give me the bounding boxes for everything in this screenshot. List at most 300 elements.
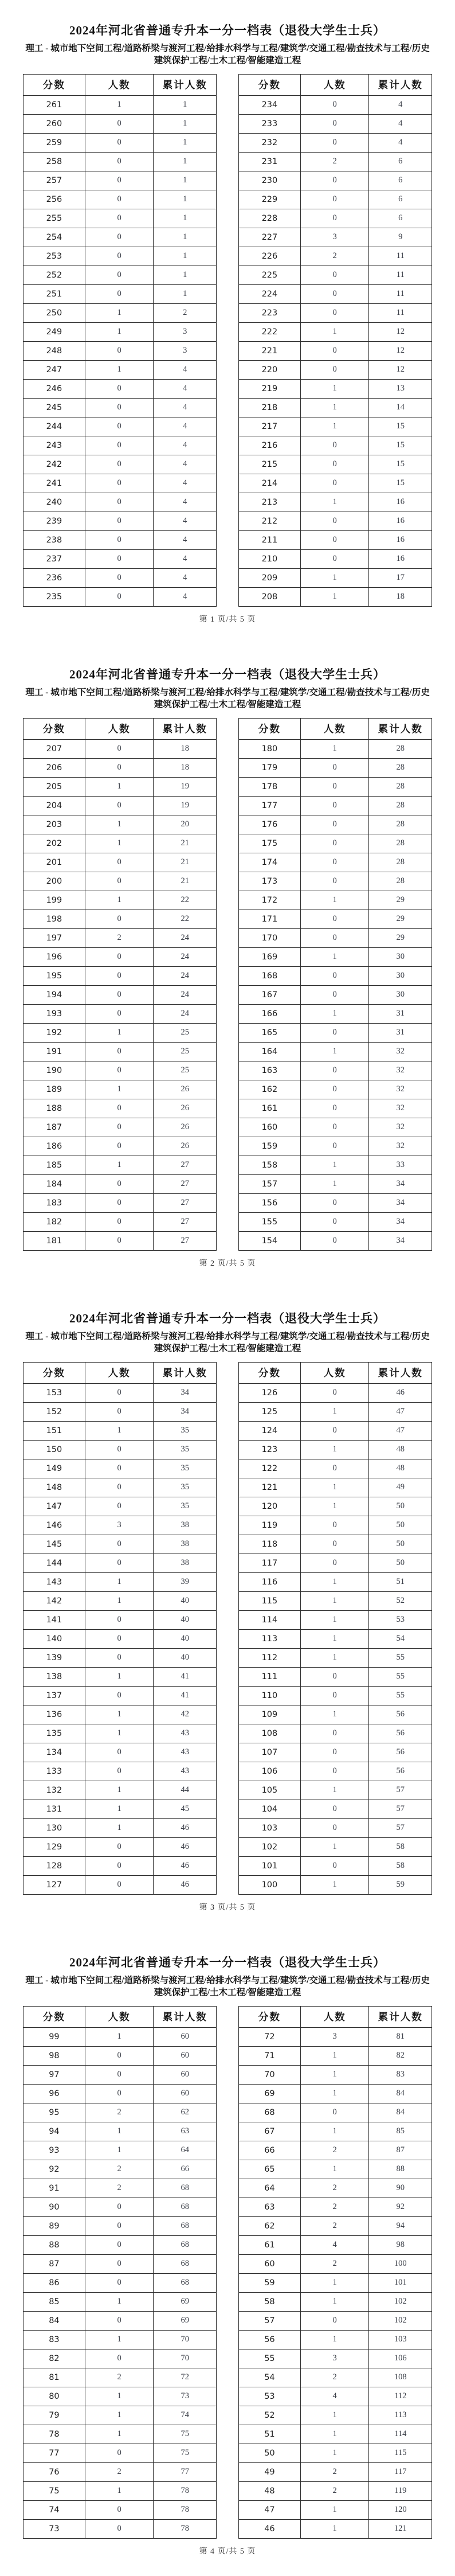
score-cell: 74 bbox=[23, 2500, 85, 2519]
table-row bbox=[23, 2462, 217, 2481]
cumulative-cell: 4 bbox=[154, 417, 217, 436]
count-cell: 1 bbox=[300, 1648, 369, 1667]
table-row bbox=[23, 1724, 217, 1743]
table-row bbox=[239, 303, 432, 322]
table-row bbox=[239, 2084, 432, 2103]
cumulative-cell: 26 bbox=[154, 1137, 217, 1156]
table-row bbox=[23, 436, 217, 455]
table-row bbox=[23, 796, 217, 815]
table-row bbox=[239, 1080, 432, 1099]
page bbox=[0, 0, 455, 644]
cumulative-cell: 69 bbox=[154, 2292, 217, 2311]
cumulative-cell: 35 bbox=[154, 1421, 217, 1440]
table-row bbox=[23, 834, 217, 853]
score-cell: 206 bbox=[23, 758, 85, 777]
table-row bbox=[239, 891, 432, 910]
table-row bbox=[239, 379, 432, 398]
cumulative-cell: 78 bbox=[154, 2519, 217, 2538]
cumulative-cell: 94 bbox=[369, 2216, 432, 2235]
count-cell: 1 bbox=[300, 1440, 369, 1459]
cumulative-cell: 15 bbox=[369, 436, 432, 455]
count-cell: 0 bbox=[300, 1686, 369, 1705]
table-row bbox=[239, 2235, 432, 2254]
table-body-left bbox=[23, 95, 217, 606]
score-cell: 202 bbox=[23, 834, 85, 853]
score-cell: 216 bbox=[239, 436, 301, 455]
score-table-left bbox=[23, 718, 217, 1251]
count-cell: 0 bbox=[85, 1554, 154, 1572]
score-cell: 212 bbox=[239, 512, 301, 530]
cumulative-cell: 35 bbox=[154, 1478, 217, 1497]
table-row bbox=[239, 1818, 432, 1837]
score-cell: 259 bbox=[23, 133, 85, 152]
cumulative-cell: 51 bbox=[369, 1572, 432, 1591]
count-cell: 0 bbox=[85, 2444, 154, 2462]
cumulative-cell: 58 bbox=[369, 1856, 432, 1875]
col-header-score: 分数 bbox=[239, 74, 301, 95]
table-row bbox=[239, 455, 432, 474]
cumulative-cell: 4 bbox=[154, 455, 217, 474]
score-cell: 135 bbox=[23, 1724, 85, 1743]
score-cell: 48 bbox=[239, 2481, 301, 2500]
count-cell: 2 bbox=[300, 152, 369, 171]
table-row bbox=[239, 1856, 432, 1875]
score-cell: 68 bbox=[239, 2103, 301, 2122]
cumulative-cell: 60 bbox=[154, 2046, 217, 2065]
score-cell: 141 bbox=[23, 1610, 85, 1629]
score-cell: 126 bbox=[239, 1383, 301, 1402]
score-cell: 244 bbox=[23, 417, 85, 436]
table-row bbox=[239, 1875, 432, 1894]
table-row bbox=[239, 815, 432, 834]
cumulative-cell: 12 bbox=[369, 322, 432, 341]
score-cell: 173 bbox=[239, 872, 301, 891]
count-cell: 1 bbox=[85, 1572, 154, 1591]
cumulative-cell: 46 bbox=[154, 1875, 217, 1894]
cumulative-cell: 34 bbox=[369, 1231, 432, 1250]
cumulative-cell: 119 bbox=[369, 2481, 432, 2500]
score-cell: 261 bbox=[23, 95, 85, 114]
count-cell: 1 bbox=[85, 2481, 154, 2500]
cumulative-cell: 41 bbox=[154, 1686, 217, 1705]
table-row bbox=[239, 2027, 432, 2046]
cumulative-cell: 62 bbox=[154, 2103, 217, 2122]
score-cell: 142 bbox=[23, 1591, 85, 1610]
cumulative-cell: 41 bbox=[154, 1667, 217, 1686]
score-cell: 87 bbox=[23, 2254, 85, 2273]
table-row bbox=[239, 171, 432, 190]
table-row bbox=[239, 398, 432, 417]
count-cell: 1 bbox=[300, 1572, 369, 1591]
table-header-row bbox=[23, 1362, 217, 1383]
count-cell: 0 bbox=[85, 549, 154, 568]
count-cell: 0 bbox=[300, 95, 369, 114]
score-cell: 209 bbox=[239, 568, 301, 587]
cumulative-cell: 25 bbox=[154, 1061, 217, 1080]
table-row bbox=[239, 1743, 432, 1762]
count-cell: 0 bbox=[85, 1535, 154, 1554]
count-cell: 0 bbox=[85, 1743, 154, 1762]
cumulative-cell: 68 bbox=[154, 2254, 217, 2273]
cumulative-cell: 30 bbox=[369, 985, 432, 1004]
table-body-left bbox=[23, 1383, 217, 1894]
table-row bbox=[23, 1554, 217, 1572]
count-cell: 1 bbox=[300, 417, 369, 436]
score-cell: 229 bbox=[239, 190, 301, 209]
count-cell: 4 bbox=[300, 2235, 369, 2254]
count-cell: 2 bbox=[85, 2179, 154, 2198]
count-cell: 0 bbox=[85, 1610, 154, 1629]
page-subtitle: 理工 - 城市地下空间工程/道路桥梁与渡河工程/给排水科学与工程/建筑学/交通工程/勘查技术与工程/历史建筑保护工程/土木工程/智能建造工程 bbox=[25, 44, 430, 66]
cumulative-cell: 16 bbox=[369, 530, 432, 549]
score-cell: 252 bbox=[23, 266, 85, 284]
score-cell: 148 bbox=[23, 1478, 85, 1497]
count-cell: 0 bbox=[85, 2235, 154, 2254]
score-cell: 223 bbox=[239, 303, 301, 322]
score-cell: 91 bbox=[23, 2179, 85, 2198]
cumulative-cell: 52 bbox=[369, 1591, 432, 1610]
score-cell: 257 bbox=[23, 171, 85, 190]
count-cell: 0 bbox=[85, 436, 154, 455]
col-header-count: 人数 bbox=[300, 718, 369, 739]
count-cell: 0 bbox=[85, 1497, 154, 1516]
table-row bbox=[239, 1516, 432, 1535]
score-cell: 187 bbox=[23, 1118, 85, 1137]
table-row bbox=[23, 190, 217, 209]
cumulative-cell: 72 bbox=[154, 2368, 217, 2387]
cumulative-cell: 22 bbox=[154, 891, 217, 910]
table-row bbox=[23, 417, 217, 436]
count-cell: 0 bbox=[300, 209, 369, 228]
page-subtitle: 理工 - 城市地下空间工程/道路桥梁与渡河工程/给排水科学与工程/建筑学/交通工程/勘查技术与工程/历史建筑保护工程/土木工程/智能建造工程 bbox=[25, 1332, 430, 1354]
count-cell: 1 bbox=[85, 2122, 154, 2141]
cumulative-cell: 16 bbox=[369, 493, 432, 512]
count-cell: 0 bbox=[300, 1743, 369, 1762]
count-cell: 0 bbox=[85, 493, 154, 512]
score-cell: 205 bbox=[23, 777, 85, 796]
count-cell: 0 bbox=[85, 398, 154, 417]
cumulative-cell: 4 bbox=[154, 512, 217, 530]
score-cell: 188 bbox=[23, 1099, 85, 1118]
table-row bbox=[239, 2122, 432, 2141]
cumulative-cell: 19 bbox=[154, 777, 217, 796]
score-table-left bbox=[23, 2006, 217, 2539]
cumulative-cell: 40 bbox=[154, 1591, 217, 1610]
score-cell: 185 bbox=[23, 1156, 85, 1174]
count-cell: 0 bbox=[300, 341, 369, 360]
cumulative-cell: 112 bbox=[369, 2387, 432, 2406]
count-cell: 0 bbox=[300, 1535, 369, 1554]
cumulative-cell: 48 bbox=[369, 1459, 432, 1478]
count-cell: 0 bbox=[300, 2103, 369, 2122]
count-cell: 1 bbox=[85, 1705, 154, 1724]
score-cell: 100 bbox=[239, 1875, 301, 1894]
cumulative-cell: 6 bbox=[369, 190, 432, 209]
tables-row bbox=[0, 74, 455, 607]
col-header-count: 人数 bbox=[85, 1362, 154, 1383]
score-cell: 161 bbox=[239, 1099, 301, 1118]
count-cell: 1 bbox=[85, 1781, 154, 1800]
count-cell: 0 bbox=[300, 474, 369, 493]
score-cell: 134 bbox=[23, 1743, 85, 1762]
cumulative-cell: 55 bbox=[369, 1686, 432, 1705]
count-cell: 1 bbox=[300, 2425, 369, 2444]
table-row bbox=[239, 2160, 432, 2179]
count-cell: 1 bbox=[85, 834, 154, 853]
table-row bbox=[239, 985, 432, 1004]
table-row bbox=[239, 530, 432, 549]
cumulative-cell: 60 bbox=[154, 2084, 217, 2103]
col-header-count: 人数 bbox=[85, 2006, 154, 2027]
cumulative-cell: 108 bbox=[369, 2368, 432, 2387]
cumulative-cell: 120 bbox=[369, 2500, 432, 2519]
count-cell: 0 bbox=[300, 1023, 369, 1042]
table-row bbox=[239, 2254, 432, 2273]
score-cell: 76 bbox=[23, 2462, 85, 2481]
cumulative-cell: 35 bbox=[154, 1459, 217, 1478]
page bbox=[0, 1288, 455, 1932]
score-cell: 58 bbox=[239, 2292, 301, 2311]
score-cell: 204 bbox=[23, 796, 85, 815]
table-row bbox=[23, 171, 217, 190]
table-row bbox=[239, 1800, 432, 1818]
score-cell: 83 bbox=[23, 2330, 85, 2349]
count-cell: 2 bbox=[300, 2368, 369, 2387]
score-cell: 111 bbox=[239, 1667, 301, 1686]
table-row bbox=[23, 228, 217, 247]
cumulative-cell: 13 bbox=[369, 379, 432, 398]
count-cell: 1 bbox=[300, 1156, 369, 1174]
count-cell: 1 bbox=[300, 587, 369, 606]
table-row bbox=[23, 758, 217, 777]
score-cell: 67 bbox=[239, 2122, 301, 2141]
score-cell: 220 bbox=[239, 360, 301, 379]
score-cell: 138 bbox=[23, 1667, 85, 1686]
score-table-right bbox=[238, 74, 432, 607]
tables-row bbox=[0, 1362, 455, 1895]
score-cell: 124 bbox=[239, 1421, 301, 1440]
table-row bbox=[23, 512, 217, 530]
table-row bbox=[239, 1383, 432, 1402]
table-row bbox=[23, 398, 217, 417]
count-cell: 3 bbox=[300, 228, 369, 247]
score-cell: 180 bbox=[239, 739, 301, 758]
table-row bbox=[23, 891, 217, 910]
score-cell: 120 bbox=[239, 1497, 301, 1516]
count-cell: 0 bbox=[300, 1061, 369, 1080]
page-title: 2024年河北省普通专升本一分一档表（退役大学生士兵） bbox=[69, 1312, 386, 1325]
score-cell: 77 bbox=[23, 2444, 85, 2462]
score-table-right bbox=[238, 2006, 432, 2539]
count-cell: 0 bbox=[85, 1837, 154, 1856]
cumulative-cell: 1 bbox=[154, 228, 217, 247]
score-cell: 86 bbox=[23, 2273, 85, 2292]
table-row bbox=[23, 2519, 217, 2538]
count-cell: 1 bbox=[85, 2330, 154, 2349]
count-cell: 1 bbox=[85, 1421, 154, 1440]
table-row bbox=[23, 1156, 217, 1174]
table-body-right bbox=[239, 95, 432, 606]
cumulative-cell: 87 bbox=[369, 2141, 432, 2160]
score-cell: 101 bbox=[239, 1856, 301, 1875]
count-cell: 0 bbox=[300, 1212, 369, 1231]
page bbox=[0, 644, 455, 1288]
cumulative-cell: 70 bbox=[154, 2330, 217, 2349]
cumulative-cell: 85 bbox=[369, 2122, 432, 2141]
cumulative-cell: 92 bbox=[369, 2198, 432, 2216]
cumulative-cell: 32 bbox=[369, 1061, 432, 1080]
count-cell: 2 bbox=[300, 2198, 369, 2216]
score-cell: 197 bbox=[23, 928, 85, 947]
score-cell: 84 bbox=[23, 2311, 85, 2330]
score-cell: 46 bbox=[239, 2519, 301, 2538]
cumulative-cell: 78 bbox=[154, 2500, 217, 2519]
score-cell: 51 bbox=[239, 2425, 301, 2444]
count-cell: 1 bbox=[300, 1629, 369, 1648]
table-row bbox=[23, 455, 217, 474]
score-cell: 65 bbox=[239, 2160, 301, 2179]
score-cell: 189 bbox=[23, 1080, 85, 1099]
count-cell: 2 bbox=[85, 2103, 154, 2122]
count-cell: 0 bbox=[85, 2084, 154, 2103]
cumulative-cell: 12 bbox=[369, 360, 432, 379]
table-row bbox=[23, 2349, 217, 2368]
col-header-cumulative: 累计人数 bbox=[369, 74, 432, 95]
count-cell: 0 bbox=[300, 284, 369, 303]
score-cell: 94 bbox=[23, 2122, 85, 2141]
cumulative-cell: 115 bbox=[369, 2444, 432, 2462]
cumulative-cell: 50 bbox=[369, 1535, 432, 1554]
cumulative-cell: 27 bbox=[154, 1156, 217, 1174]
cumulative-cell: 16 bbox=[369, 549, 432, 568]
count-cell: 2 bbox=[300, 2179, 369, 2198]
count-cell: 1 bbox=[85, 1818, 154, 1837]
cumulative-cell: 75 bbox=[154, 2444, 217, 2462]
table-row bbox=[239, 587, 432, 606]
score-cell: 145 bbox=[23, 1535, 85, 1554]
cumulative-cell: 15 bbox=[369, 474, 432, 493]
count-cell: 0 bbox=[85, 739, 154, 758]
score-cell: 153 bbox=[23, 1383, 85, 1402]
cumulative-cell: 69 bbox=[154, 2311, 217, 2330]
table-row bbox=[239, 1402, 432, 1421]
table-row bbox=[239, 1023, 432, 1042]
table-row bbox=[23, 2235, 217, 2254]
table-row bbox=[239, 2198, 432, 2216]
cumulative-cell: 4 bbox=[369, 95, 432, 114]
score-cell: 200 bbox=[23, 872, 85, 891]
table-row bbox=[23, 2500, 217, 2519]
table-row bbox=[23, 247, 217, 266]
col-header-cumulative: 累计人数 bbox=[154, 1362, 217, 1383]
score-cell: 151 bbox=[23, 1421, 85, 1440]
table-row bbox=[239, 1174, 432, 1193]
score-cell: 237 bbox=[23, 549, 85, 568]
cumulative-cell: 4 bbox=[369, 133, 432, 152]
col-header-cumulative: 累计人数 bbox=[154, 2006, 217, 2027]
cumulative-cell: 117 bbox=[369, 2462, 432, 2481]
table-row bbox=[23, 1497, 217, 1516]
table-row bbox=[23, 133, 217, 152]
score-table-right bbox=[238, 718, 432, 1251]
table-row bbox=[23, 322, 217, 341]
score-cell: 171 bbox=[239, 910, 301, 928]
table-row bbox=[239, 1648, 432, 1667]
count-cell: 0 bbox=[85, 1459, 154, 1478]
score-cell: 131 bbox=[23, 1800, 85, 1818]
count-cell: 0 bbox=[85, 1856, 154, 1875]
count-cell: 0 bbox=[85, 228, 154, 247]
score-cell: 245 bbox=[23, 398, 85, 417]
count-cell: 0 bbox=[85, 2500, 154, 2519]
score-cell: 178 bbox=[239, 777, 301, 796]
count-cell: 0 bbox=[300, 1667, 369, 1686]
score-cell: 52 bbox=[239, 2406, 301, 2425]
cumulative-cell: 57 bbox=[369, 1818, 432, 1837]
table-row bbox=[23, 360, 217, 379]
score-cell: 109 bbox=[239, 1705, 301, 1724]
cumulative-cell: 32 bbox=[369, 1118, 432, 1137]
count-cell: 0 bbox=[85, 1137, 154, 1156]
cumulative-cell: 84 bbox=[369, 2084, 432, 2103]
score-cell: 174 bbox=[239, 853, 301, 872]
table-row bbox=[239, 360, 432, 379]
score-cell: 137 bbox=[23, 1686, 85, 1705]
count-cell: 0 bbox=[85, 190, 154, 209]
cumulative-cell: 88 bbox=[369, 2160, 432, 2179]
score-cell: 199 bbox=[23, 891, 85, 910]
table-row bbox=[23, 2141, 217, 2160]
cumulative-cell: 64 bbox=[154, 2141, 217, 2160]
cumulative-cell: 2 bbox=[154, 303, 217, 322]
cumulative-cell: 24 bbox=[154, 928, 217, 947]
score-cell: 181 bbox=[23, 1231, 85, 1250]
cumulative-cell: 114 bbox=[369, 2425, 432, 2444]
score-cell: 146 bbox=[23, 1516, 85, 1535]
page-title: 2024年河北省普通专升本一分一档表（退役大学生士兵） bbox=[69, 24, 386, 37]
score-cell: 93 bbox=[23, 2141, 85, 2160]
score-cell: 258 bbox=[23, 152, 85, 171]
score-cell: 61 bbox=[239, 2235, 301, 2254]
table-row bbox=[23, 910, 217, 928]
count-cell: 0 bbox=[85, 1402, 154, 1421]
table-row bbox=[239, 2349, 432, 2368]
cumulative-cell: 16 bbox=[369, 512, 432, 530]
count-cell: 0 bbox=[85, 1686, 154, 1705]
cumulative-cell: 4 bbox=[154, 398, 217, 417]
table-row bbox=[239, 1591, 432, 1610]
score-cell: 208 bbox=[239, 587, 301, 606]
cumulative-cell: 6 bbox=[369, 209, 432, 228]
table-row bbox=[23, 2254, 217, 2273]
table-row bbox=[239, 1781, 432, 1800]
table-row bbox=[23, 341, 217, 360]
cumulative-cell: 4 bbox=[369, 114, 432, 133]
table-row bbox=[239, 341, 432, 360]
count-cell: 0 bbox=[300, 1099, 369, 1118]
table-header-row bbox=[23, 2006, 217, 2027]
score-cell: 62 bbox=[239, 2216, 301, 2235]
count-cell: 1 bbox=[300, 1402, 369, 1421]
table-row bbox=[23, 2179, 217, 2198]
cumulative-cell: 68 bbox=[154, 2273, 217, 2292]
count-cell: 1 bbox=[300, 1591, 369, 1610]
table-row bbox=[23, 2198, 217, 2216]
count-cell: 1 bbox=[85, 303, 154, 322]
table-row bbox=[239, 322, 432, 341]
cumulative-cell: 27 bbox=[154, 1174, 217, 1193]
table-row bbox=[23, 1705, 217, 1724]
